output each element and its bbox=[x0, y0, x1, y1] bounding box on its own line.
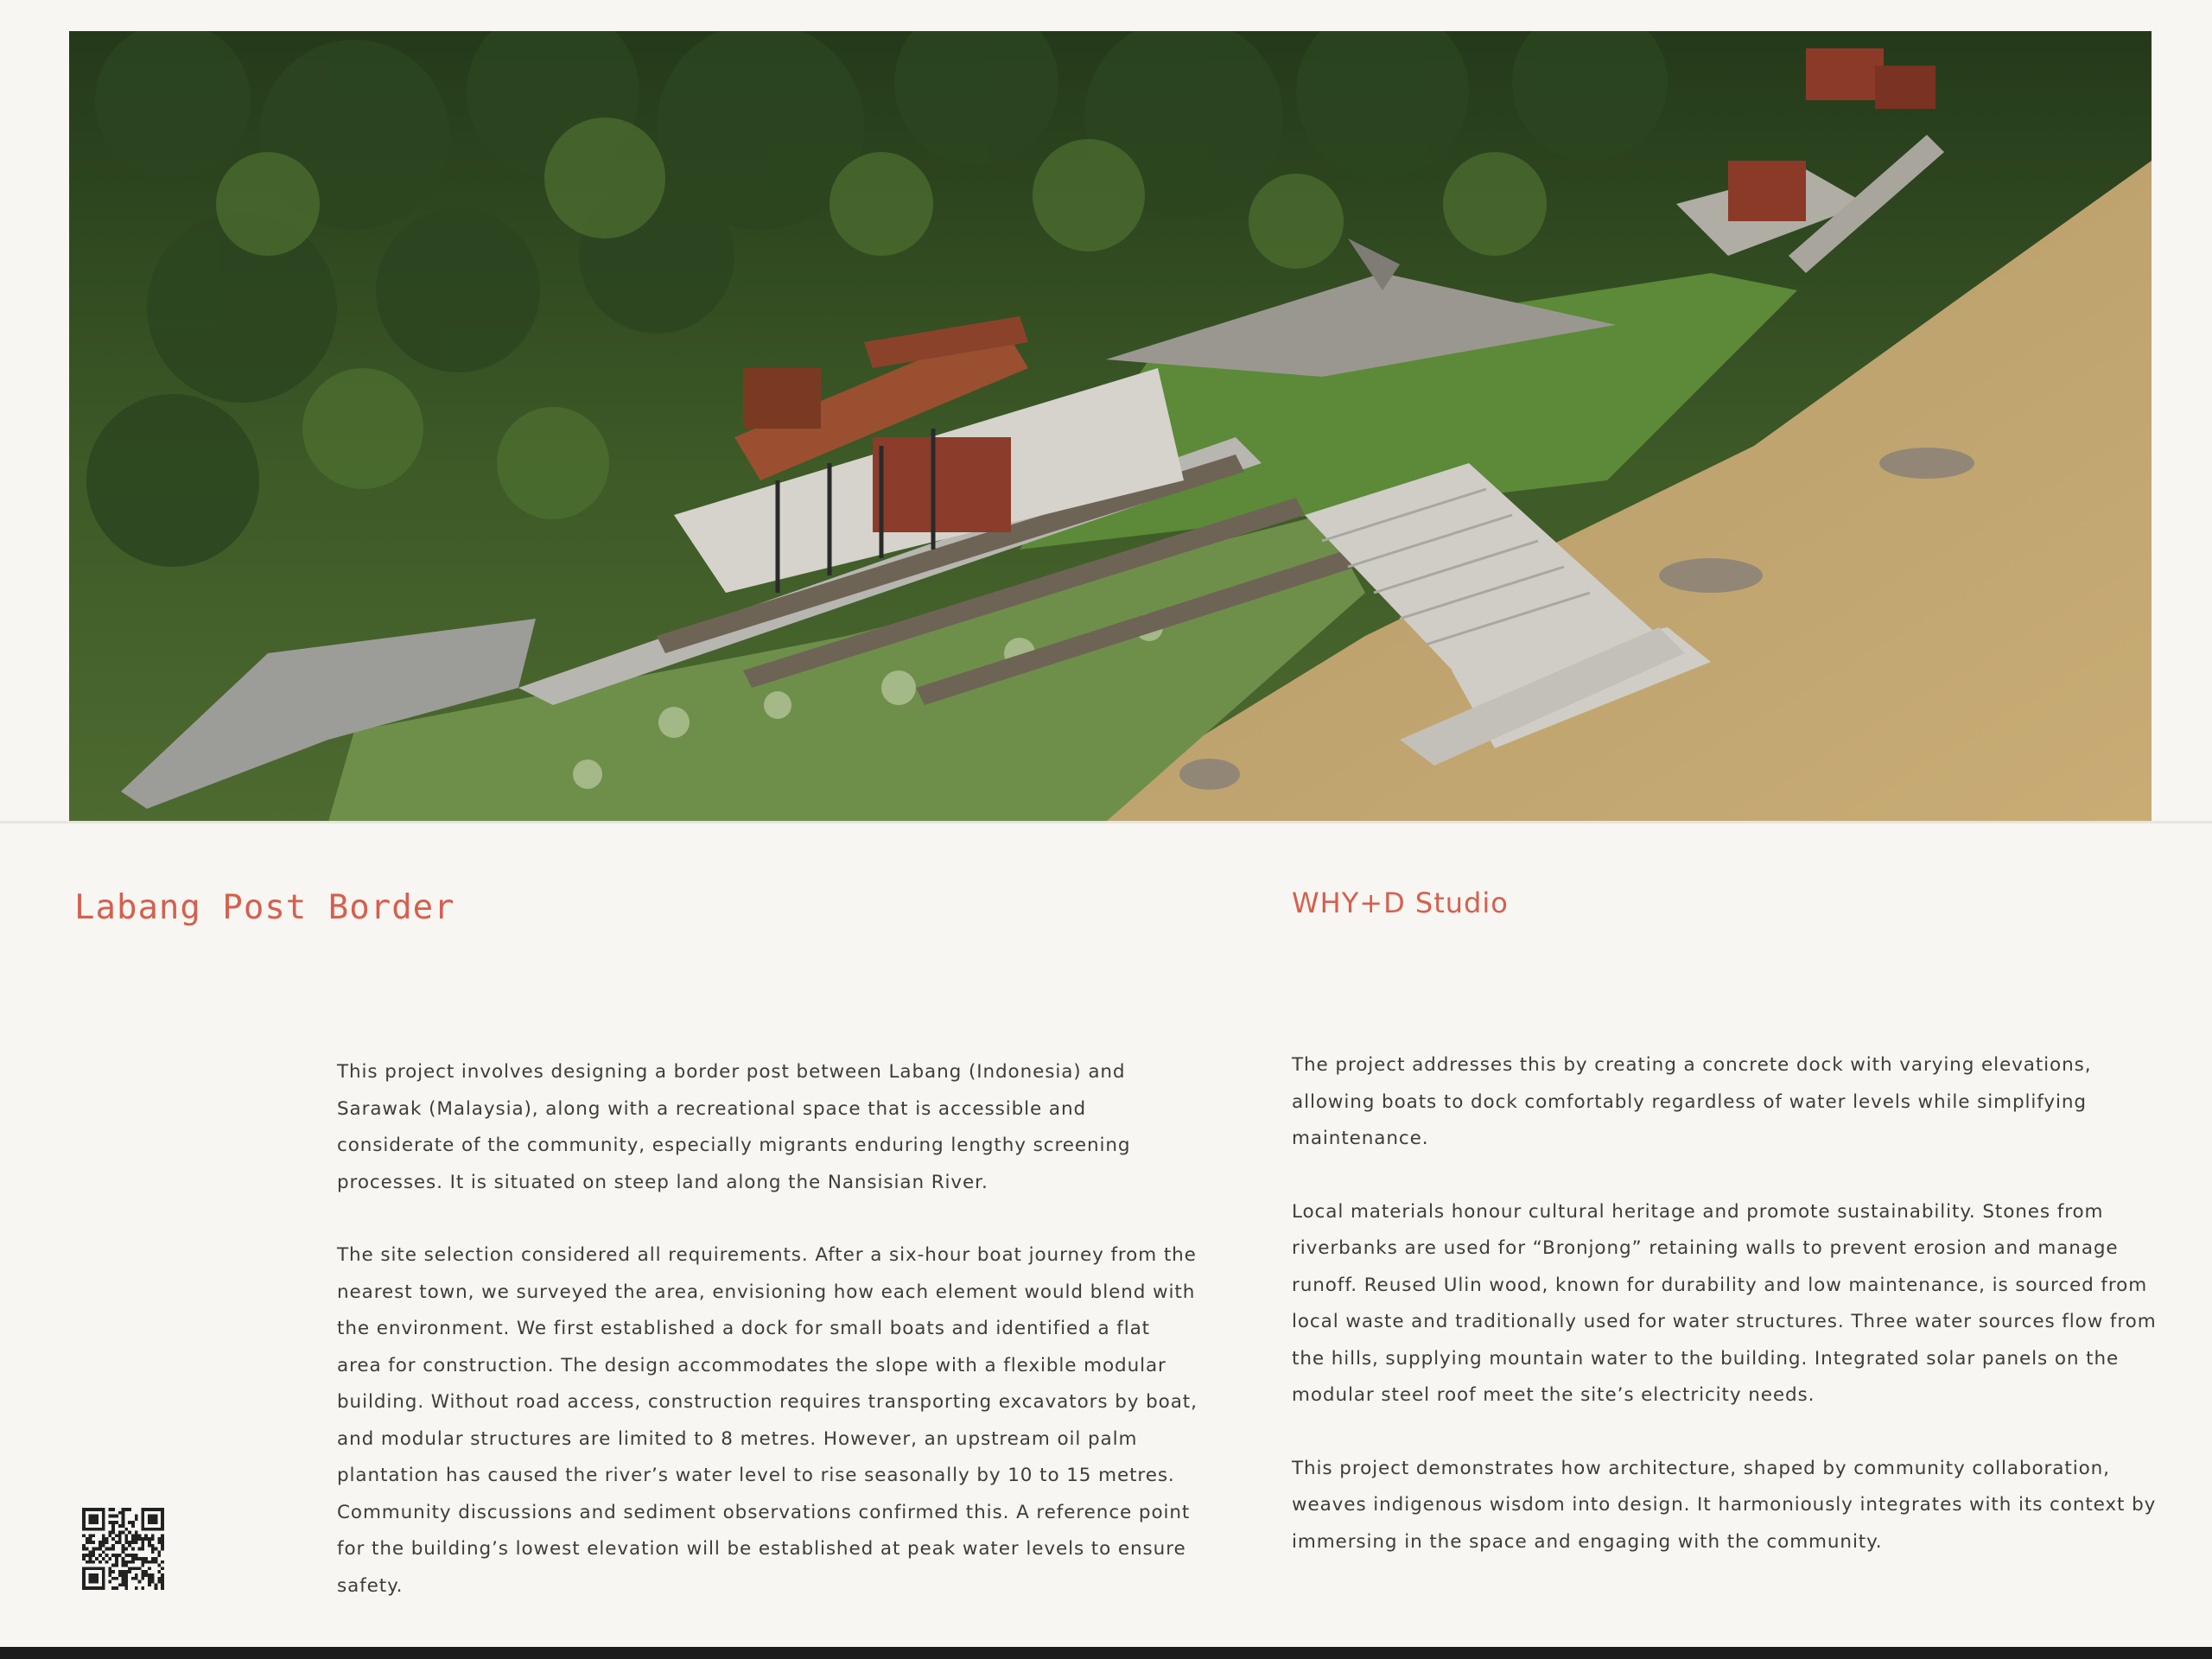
paragraph: The site selection considered all requirements. After a six-hour boat journey from the nearest town, we surveyed the area, envisioning how each element would blend with the environment. We first established a dock for small boats and identified a flat area for construction. The design accommodates the slope with a flexible modular building. Without road access, construction requires transporting excavators by boat, and modular structures are limited to 8 metres. However, an upstream oil palm plantation has caused the river’s water level to rise seasonally by 10 to 15 metres. Community discussions and sediment observations confirmed this. A reference point for the building’s lowest elevation will be established at peak water levels to ensure safety. bbox=[337, 1244, 1198, 1597]
hero-rendering-image bbox=[69, 31, 2152, 822]
left-text-column bbox=[337, 1054, 1201, 1641]
page-edge bbox=[0, 1647, 2212, 1659]
fold-line bbox=[0, 821, 2212, 823]
qr-code-icon bbox=[82, 1508, 164, 1590]
right-text-column bbox=[1292, 1047, 2160, 1597]
paragraph: This project involves designing a border post between Labang (Indonesia) and Sarawak (Malaysia), along with a recreational space that is accessible and considerate of the community, especially migrants enduring lengthy screening processes. It is situated on steep land along the Nansisian River. bbox=[337, 1061, 1131, 1193]
project-title: Labang Post Border bbox=[74, 888, 455, 927]
paragraph: This project demonstrates how architecture, shaped by community collaboration, weaves indigenous wisdom into design. It harmoniously integrates with its context by immersing in the space and engaging with the community. bbox=[1292, 1457, 2157, 1553]
studio-name: WHY+D Studio bbox=[1292, 887, 1509, 919]
architectural-rendering-image bbox=[69, 31, 2152, 822]
paragraph: Local materials honour cultural heritage and promote sustainability. Stones from riverbanks are used for “Bronjong” retaining walls to prevent erosion and manage runoff. Reused Ulin wood, known for durability and low maintenance, is sourced from local waste and traditionally used for water structures. Three water sources flow from the hills, supplying mountain water to the building. Integrated solar panels on the modular steel roof meet the site’s electricity needs. bbox=[1292, 1200, 2157, 1406]
paragraph: The project addresses this by creating a concrete dock with varying elevations, allowing boats to dock comfortably regardless of water levels while simplifying maintenance. bbox=[1292, 1054, 2092, 1149]
